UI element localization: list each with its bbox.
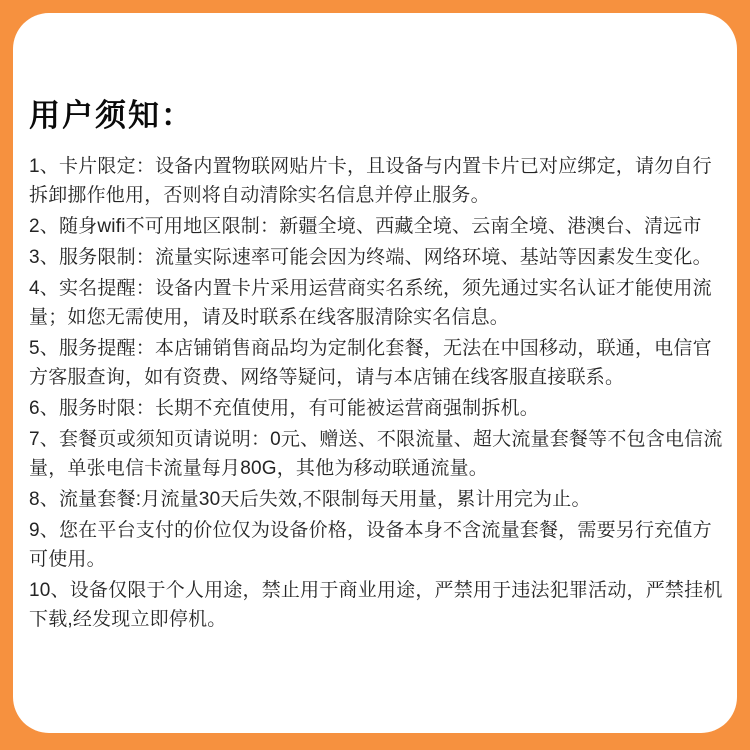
notice-item-1: 1、卡片限定：设备内置物联网贴片卡，且设备与内置卡片已对应绑定，请勿自行拆卸挪作他用，否则将自动清除实名信息并停止服务。 xyxy=(29,156,712,206)
notice-item-4: 4、实名提醒：设备内置卡片采用运营商实名系统，须先通过实名认证才能使用流量；如您无需使用，请及时联系在线客服清除实名信息。 xyxy=(29,278,712,328)
notice-item-5: 5、服务提醒：本店铺销售商品均为定制化套餐，无法在中国移动，联通，电信官方客服查询，如有资费、网络等疑问，请与本店铺在线客服直接联系。 xyxy=(29,338,712,388)
notice-item-6: 6、服务时限：长期不充值使用，有可能被运营商强制拆机。 xyxy=(29,398,539,419)
notice-item-7: 7、套餐页或须知页请说明：0元、赠送、不限流量、超大流量套餐等不包含电信流量，单张电信卡流量每月80G，其他为移动联通流量。 xyxy=(29,429,723,479)
notice-card xyxy=(13,13,737,733)
notice-list xyxy=(29,152,730,634)
notice-item-2: 2、随身wifi不可用地区限制：新疆全境、西藏全境、云南全境、港澳台、清远市 xyxy=(29,216,702,237)
page-title: 用户须知： xyxy=(29,98,194,133)
notice-item-10: 10、设备仅限于个人用途，禁止用于商业用途，严禁用于违法犯罪活动，严禁挂机下载,经发现立即停机。 xyxy=(29,580,723,630)
notice-item-3: 3、服务限制：流量实际速率可能会因为终端、网络环境、基站等因素发生变化。 xyxy=(29,247,712,268)
notice-item-9: 9、您在平台支付的价位仅为设备价格，设备本身不含流量套餐，需要另行充值方可使用。 xyxy=(29,520,712,570)
notice-item-8: 8、流量套餐:月流量30天后失效,不限制每天用量，累计用完为止。 xyxy=(29,489,591,510)
